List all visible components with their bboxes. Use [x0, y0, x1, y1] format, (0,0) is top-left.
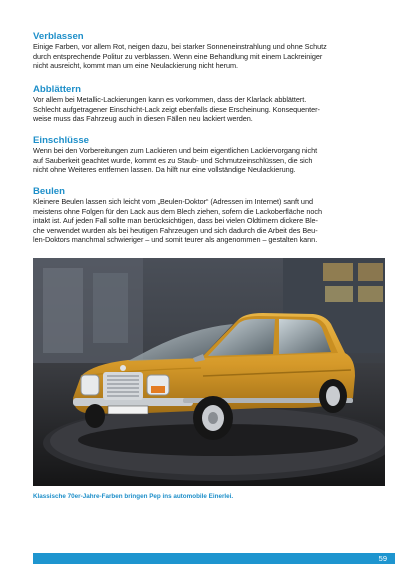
section-heading: Einschlüsse	[33, 135, 89, 146]
section-abblaettern	[33, 84, 385, 124]
section-body	[33, 95, 385, 124]
section-body	[33, 146, 385, 175]
text-line: len-Doktors manchmal schwieriger – und somit teurer als angenommen – gestalten kann.	[33, 235, 318, 245]
text-line: Einige Farben, vor allem Rot, neigen dazu, bei starker Sonneneinstrahlung und ohne Schutz	[33, 42, 327, 51]
text-line: weise muss das Fahrzeug auch in diesen Fällen neu lackiert werden.	[33, 114, 253, 124]
text-line: Wenn bei den Vorbereitungen zum Lackieren und beim eigentlichen Lackiervorgang nicht	[33, 146, 318, 155]
text-line: durch entsprechende Politur zu verblassen. Wenn eine Behandlung mit einem Lackreiniger	[33, 51, 323, 61]
text-line: Vor allem bei Metallic-Lackierungen kann es vorkommen, dass der Klarlack abblättert.	[33, 95, 307, 104]
photo-caption: Klassische 70er-Jahre-Farben bringen Pep ins automobile Einerlei.	[33, 493, 234, 500]
footer-bar	[33, 553, 395, 564]
section-body	[33, 42, 385, 71]
text-line: intakt ist. Auf jeden Fall sollte man berücksichtigen, dass bei vielen Oldtimern dickere Ble-	[33, 216, 318, 226]
text-line: nicht ausreicht, kommt man um eine Neulackierung nicht herum.	[33, 61, 239, 71]
car-photo	[33, 258, 385, 486]
section-heading: Beulen	[33, 186, 65, 197]
section-beulen	[33, 186, 385, 245]
section-heading: Verblassen	[33, 31, 84, 42]
text-line: meistens ohne Folgen für den Lack aus dem Blech ziehen, sofern die Lackoberfläche noch	[33, 206, 322, 216]
section-heading: Abblättern	[33, 84, 81, 95]
text-line: che verwendet wurden als bei heutigen Fahrzeugen und sich dadurch die Arbeit des Beu-	[33, 225, 318, 235]
text-line: auf Sauberkeit geachtet wurde, kommt es zu Staub- und Schmutzeinschlüssen, die sich	[33, 155, 313, 165]
text-line: Kleinere Beulen lassen sich leicht vom „Beulen-Doktor“ (Adressen im Internet) sanft und	[33, 197, 313, 206]
page-number: 59	[378, 554, 387, 563]
section-einschluesse	[33, 135, 385, 175]
text-line: Schlecht aufgetragener Einschicht-Lack zeigt ebenfalls diese Erscheinung. Konsequenter-	[33, 104, 320, 114]
section-verblassen	[33, 31, 385, 71]
yellow-sedan-illustration	[33, 258, 385, 486]
section-body	[33, 197, 385, 245]
text-line: nicht ohne Weiteres entfernen lassen. Da hilft nur eine vollständige Neulackierung.	[33, 165, 296, 175]
